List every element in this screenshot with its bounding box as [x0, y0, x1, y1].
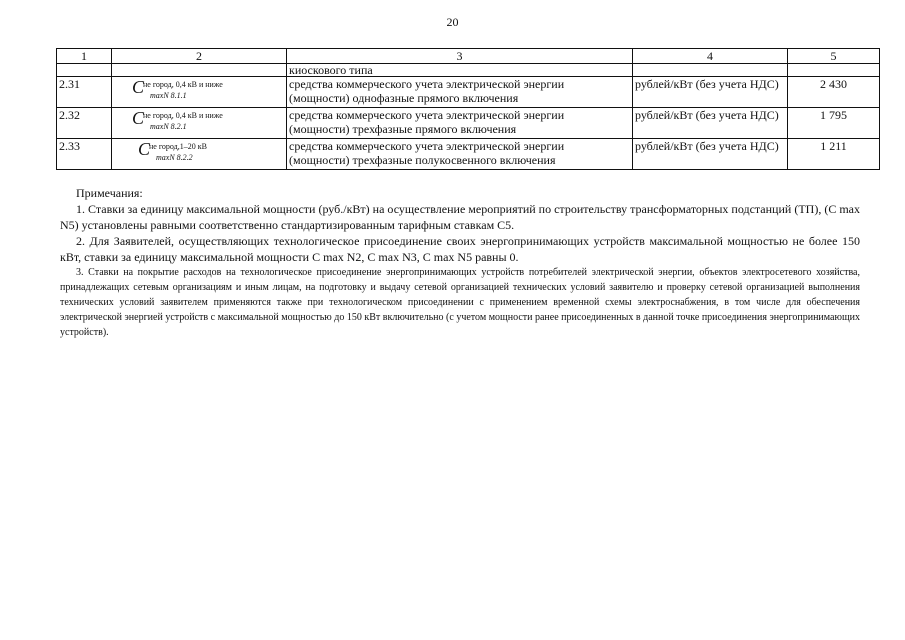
rate-symbol-subscript: maxN 8.2.1 — [150, 122, 187, 131]
header-col-4: 4 — [633, 49, 788, 64]
table-row — [57, 108, 880, 139]
header-col-2: 2 — [112, 49, 287, 64]
rate-symbol-superscript: не город,1–20 кВ — [149, 142, 207, 151]
rate-symbol: C не город, 0,4 кВ и ниже maxN 8.1.1 — [112, 77, 287, 108]
row-number: 2.32 — [57, 108, 112, 139]
rate-symbol-subscript: maxN 8.1.1 — [150, 91, 187, 100]
page-number: 20 — [446, 15, 459, 29]
note-1: 1. Ставки за единицу максимальной мощности (руб./кВт) на осуществление мероприятий по строительству трансформаторных подстанций (ТП), (C max N5) установлены равными соответственно стандартизированным тарифным ставкам C5. — [60, 202, 860, 232]
header-col-5: 5 — [788, 49, 880, 64]
header-col-3: 3 — [287, 49, 633, 64]
row-number: 2.33 — [57, 139, 112, 170]
note-3: 3. Ставки на покрытие расходов на технологическое присоединение энергопринимающих устройств потребителей электрической энергии, объектов электросетевого хозяйства, принадлежащих сетевым организациям и иным лицам, на подготовку и выдачу сетевой организацией технических условий заявителю и проверку сетевой организацией выполнения технических условий заявителем применяются также при технологическом присоединении с применением временной схемы электроснабжения, в том числе для обеспечения электрической энергией устройств с максимальной мощностью до 150 кВт включительно (с учетом мощности ранее присоединенных в данной точке присоединения энергопринимающих устройств). — [60, 267, 860, 338]
header-col-1: 1 — [57, 49, 112, 64]
notes-section — [60, 185, 860, 340]
row-value: 2 430 — [788, 77, 880, 108]
row-value: 1 795 — [788, 108, 880, 139]
row-unit: рублей/кВт (без учета НДС) — [633, 108, 788, 139]
row-description: средства коммерческого учета электрической энергии (мощности) однофазные прямого включения — [287, 77, 633, 108]
note-2: 2. Для Заявителей, осуществляющих технологическое присоединение своих энергопринимающих устройств максимальной мощностью не более 150 кВт, ставки за единицу максимальной мощности C max N2, C max N3, C max N5 равны 0. — [60, 234, 860, 264]
rate-symbol: C не город, 0,4 кВ и ниже maxN 8.2.1 — [112, 108, 287, 139]
row-description: средства коммерческого учета электрической энергии (мощности) трехфазные полукосвенного включения — [287, 139, 633, 170]
rate-symbol: C не город,1–20 кВ maxN 8.2.2 — [112, 139, 287, 170]
continuation-text: киоскового типа — [287, 64, 633, 77]
table-row — [57, 77, 880, 108]
row-value: 1 211 — [788, 139, 880, 170]
table-row — [57, 139, 880, 170]
table-row-continuation — [57, 64, 880, 77]
notes-heading: Примечания: — [76, 186, 143, 200]
table-header-row — [57, 49, 880, 64]
row-unit: рублей/кВт (без учета НДС) — [633, 77, 788, 108]
rate-symbol-superscript: не город, 0,4 кВ и ниже — [143, 111, 223, 120]
row-number: 2.31 — [57, 77, 112, 108]
row-unit: рублей/кВт (без учета НДС) — [633, 139, 788, 170]
rate-symbol-subscript: maxN 8.2.2 — [156, 153, 193, 162]
row-description: средства коммерческого учета электрической энергии (мощности) трехфазные прямого включения — [287, 108, 633, 139]
rate-symbol-superscript: не город, 0,4 кВ и ниже — [143, 80, 223, 89]
rates-table — [56, 48, 880, 170]
